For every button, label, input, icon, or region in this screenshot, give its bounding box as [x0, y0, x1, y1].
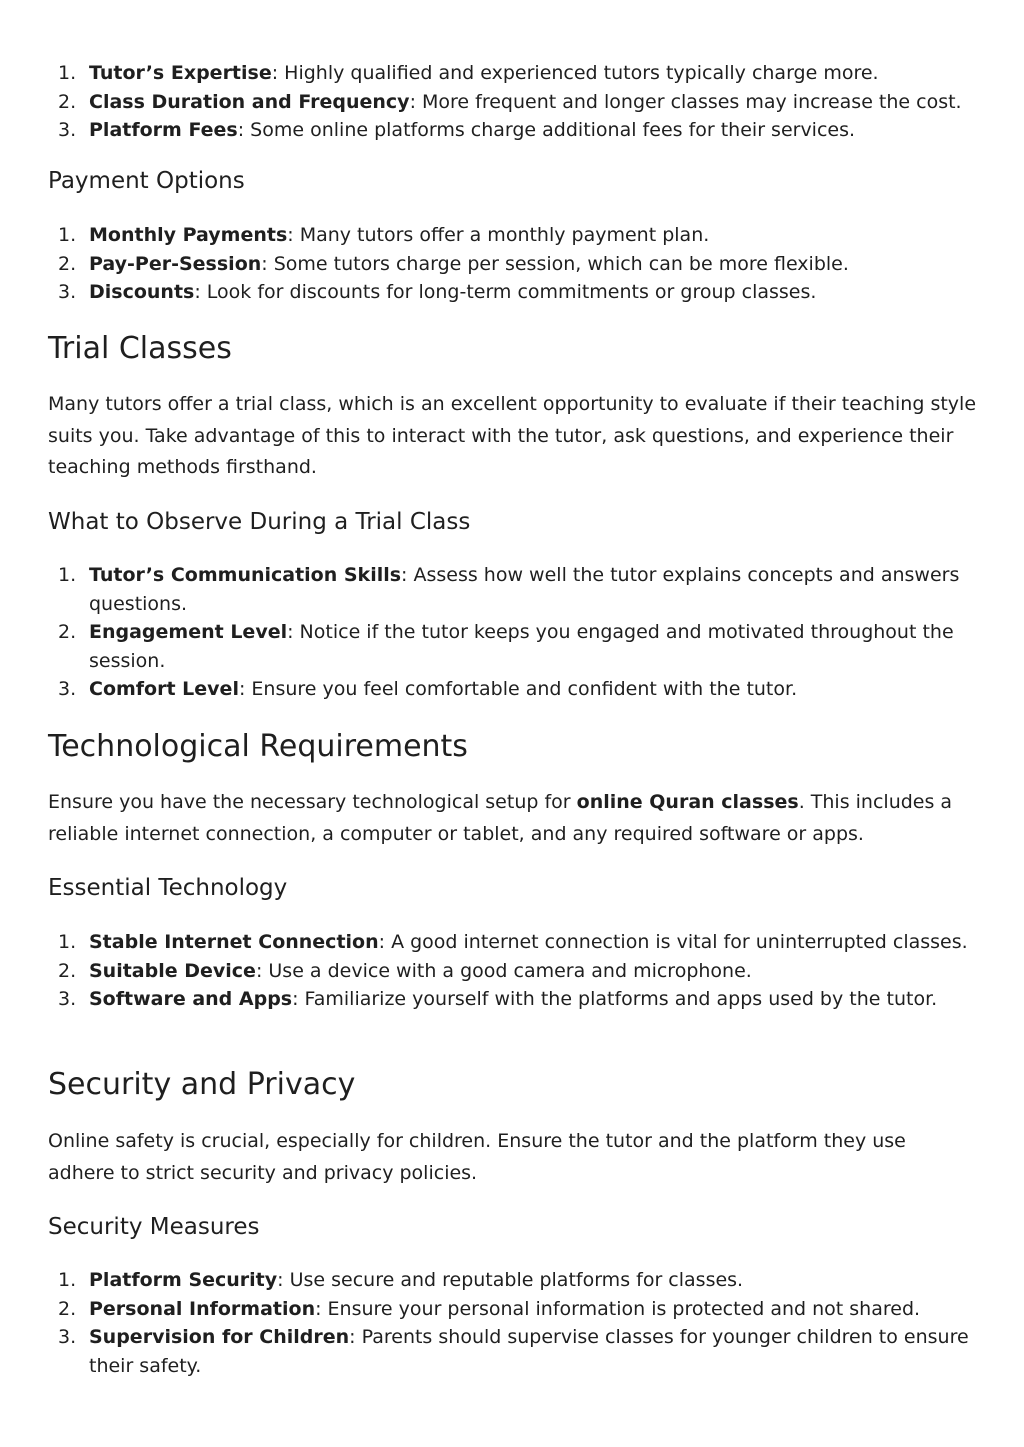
- list-number: 1.: [58, 564, 77, 586]
- list-number: 3.: [58, 1326, 77, 1348]
- list-item: [48, 250, 978, 279]
- list-number: 2.: [58, 621, 77, 643]
- tech-requirements-heading: Technological Requirements: [48, 729, 468, 764]
- list-text: : A good internet connection is vital for uninterrupted classes.: [378, 931, 968, 953]
- list-term: Comfort Level: [89, 678, 239, 700]
- list-item: [48, 618, 978, 675]
- payment-options-list: [48, 221, 978, 307]
- list-item: [48, 985, 978, 1014]
- list-item: [48, 1323, 978, 1380]
- tech-para-end: . This includes a reliable internet connection, a computer or tablet, and any required software or apps.: [48, 791, 953, 845]
- list-term: Engagement Level: [89, 621, 288, 643]
- payment-options-heading: Payment Options: [48, 168, 245, 194]
- list-term: Tutor’s Expertise: [89, 62, 272, 84]
- list-text: : Highly qualified and experienced tutors typically charge more.: [271, 62, 879, 84]
- list-term: Supervision for Children: [89, 1326, 350, 1348]
- list-number: 2.: [58, 1297, 77, 1320]
- list-number: 2.: [58, 959, 77, 982]
- list-term: Class Duration and Frequency: [89, 90, 410, 113]
- list-text: : Notice if the tutor keeps you engaged and motivated throughout the session.: [89, 621, 954, 672]
- cost-factors-list: [48, 59, 978, 145]
- list-text: : Assess how well the tutor explains concepts and answers questions.: [89, 564, 960, 615]
- list-text: : Some tutors charge per session, which can be more flexible.: [261, 252, 849, 275]
- list-number: 3.: [58, 678, 77, 700]
- list-item: [48, 957, 978, 986]
- list-text: : Ensure your personal information is protected and not shared.: [315, 1297, 921, 1320]
- list-item: [48, 561, 978, 618]
- tech-para-bold: online Quran classes: [576, 791, 799, 813]
- list-item: [48, 116, 978, 145]
- list-term: Personal Information: [89, 1297, 316, 1320]
- list-term: Tutor’s Communication Skills: [89, 564, 402, 586]
- security-privacy-heading: Security and Privacy: [48, 1067, 356, 1102]
- trial-observe-list: [48, 561, 978, 704]
- list-term: Platform Security: [89, 1269, 278, 1291]
- trial-observe-heading: What to Observe During a Trial Class: [48, 509, 471, 535]
- list-term: Stable Internet Connection: [89, 931, 379, 953]
- list-number: 3.: [58, 119, 77, 141]
- trial-classes-paragraph: Many tutors offer a trial class, which is an excellent opportunity to evaluate if their teaching style suits you. Take advantage of this to interact with the tutor, ask questions, and experience their teaching methods firsthand.: [48, 393, 977, 478]
- list-text: : Parents should supervise classes for younger children to ensure their safety.: [89, 1326, 969, 1377]
- list-item: [48, 1266, 978, 1295]
- list-term: Discounts: [89, 281, 195, 303]
- list-item: [48, 675, 978, 704]
- list-number: 3.: [58, 988, 77, 1010]
- list-text: : Familiarize yourself with the platforms and apps used by the tutor.: [292, 988, 938, 1010]
- list-item: [48, 928, 978, 957]
- list-text: : More frequent and longer classes may increase the cost.: [409, 90, 962, 113]
- list-text: : Many tutors offer a monthly payment plan.: [287, 224, 710, 246]
- list-term: Monthly Payments: [89, 224, 288, 246]
- security-measures-heading: Security Measures: [48, 1214, 260, 1240]
- tech-requirements-paragraph: [48, 787, 978, 850]
- list-text: : Use a device with a good camera and microphone.: [255, 959, 752, 982]
- list-term: Software and Apps: [89, 988, 293, 1010]
- essential-technology-heading: Essential Technology: [48, 875, 288, 901]
- list-number: 1.: [58, 224, 77, 246]
- essential-technology-list: [48, 928, 978, 1014]
- list-text: : Use secure and reputable platforms for classes.: [277, 1269, 744, 1291]
- list-term: Pay-Per-Session: [89, 252, 262, 275]
- list-number: 1.: [58, 1269, 77, 1291]
- list-number: 3.: [58, 281, 77, 303]
- list-text: : Look for discounts for long-term commitments or group classes.: [194, 281, 817, 303]
- security-measures-list: [48, 1266, 978, 1380]
- list-item: [48, 88, 978, 117]
- list-item: [48, 221, 978, 250]
- list-item: [48, 59, 978, 88]
- list-term: Suitable Device: [89, 959, 256, 982]
- security-privacy-paragraph: Online safety is crucial, especially for children. Ensure the tutor and the platform they use adhere to strict security and privacy policies.: [48, 1130, 906, 1184]
- list-term: Platform Fees: [89, 119, 238, 141]
- list-text: : Ensure you feel comfortable and confident with the tutor.: [238, 678, 798, 700]
- list-number: 1.: [58, 931, 77, 953]
- list-number: 2.: [58, 90, 77, 113]
- trial-classes-heading: Trial Classes: [48, 331, 232, 366]
- tech-para-start: Ensure you have the necessary technological setup for: [48, 791, 577, 813]
- list-item: [48, 1295, 978, 1324]
- list-number: 2.: [58, 252, 77, 275]
- list-number: 1.: [58, 62, 77, 84]
- list-item: [48, 278, 978, 307]
- list-text: : Some online platforms charge additional fees for their services.: [237, 119, 856, 141]
